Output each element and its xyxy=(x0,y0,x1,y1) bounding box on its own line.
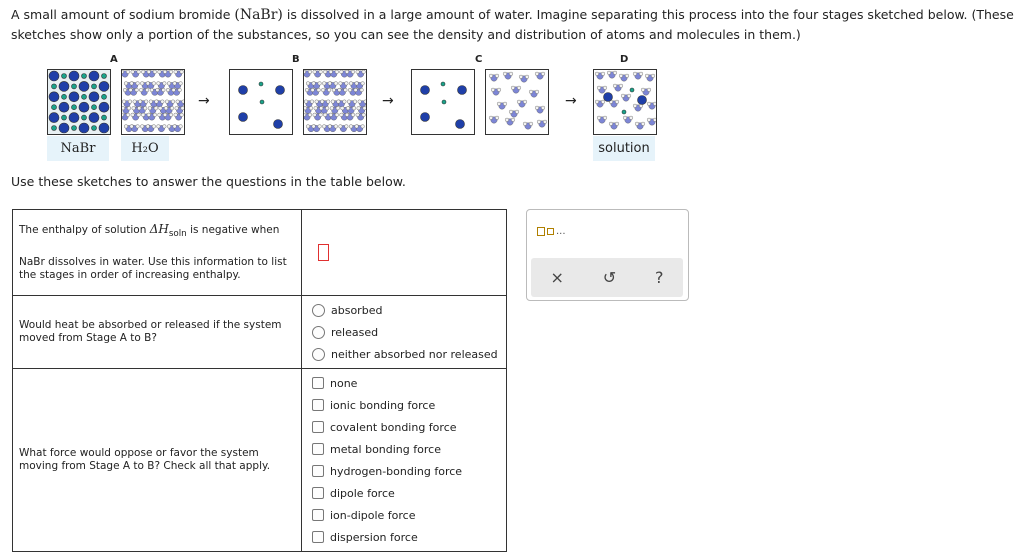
water-molecule xyxy=(633,72,643,79)
sodium-ion xyxy=(622,110,626,114)
q2-option[interactable] xyxy=(312,343,506,365)
water-molecule xyxy=(174,113,184,120)
sodium-ion xyxy=(92,105,97,110)
water-molecule xyxy=(358,100,366,107)
bromide-ion xyxy=(99,102,109,112)
water-molecule xyxy=(647,118,656,125)
separated-water-sketch-c xyxy=(485,69,549,135)
sodium-ion xyxy=(102,74,107,79)
water-sketch-b xyxy=(303,69,367,135)
intro-text-continued: is dissolved in a large amount of water. Imagine separating this process into the four stages sketched below. (These sketches show only a portion of the substances, so you can see the density and distribution of atoms and molecules in them.) xyxy=(11,7,1014,42)
water-molecule xyxy=(491,88,501,95)
undo-button[interactable]: ↺ xyxy=(602,268,617,287)
nabr-label: NaBr xyxy=(47,136,109,161)
bromide-ion xyxy=(49,92,59,102)
checkbox[interactable] xyxy=(312,465,324,477)
water-molecule xyxy=(139,88,149,95)
water-molecule xyxy=(609,100,619,107)
problem-intro xyxy=(11,5,1021,45)
bromide-ion xyxy=(89,71,99,81)
bromide-ion xyxy=(638,96,647,105)
q2-option[interactable] xyxy=(312,321,506,343)
water-molecule xyxy=(304,113,312,120)
water-molecule xyxy=(519,75,529,82)
help-button[interactable]: ? xyxy=(655,268,664,287)
bromide-ion xyxy=(49,71,59,81)
radio-button[interactable] xyxy=(312,326,325,339)
sodium-ion xyxy=(102,94,107,99)
water-molecule xyxy=(619,74,629,81)
checkbox[interactable] xyxy=(312,509,324,521)
bromide-ion xyxy=(604,93,613,102)
water-molecule xyxy=(313,70,323,77)
q3-option[interactable] xyxy=(312,438,506,460)
q3-option-label: ionic bonding force xyxy=(330,398,436,412)
water-molecule xyxy=(165,100,175,107)
q3-option[interactable] xyxy=(312,394,506,416)
stage-c-label: C xyxy=(475,54,483,65)
question-3: What force would oppose or favor the system moving from Stage A to B? Check all that apply. xyxy=(13,369,302,552)
q3-option-label: hydrogen-bonding force xyxy=(330,464,463,478)
water-molecule xyxy=(339,82,349,89)
bromide-ion xyxy=(79,102,89,112)
instructions: Use these sketches to answer the questions in the table below. xyxy=(11,174,406,189)
sodium-ion xyxy=(102,115,107,120)
water-molecule xyxy=(529,90,539,97)
q3-option[interactable] xyxy=(312,416,506,438)
q3-option-label: metal bonding force xyxy=(330,442,441,456)
stage-b-label: B xyxy=(292,54,300,65)
q2-option-label: absorbed xyxy=(331,303,383,317)
water-molecule xyxy=(157,82,167,89)
water-molecule xyxy=(339,125,349,132)
arrow-b-c: → xyxy=(382,93,394,109)
q3-option[interactable] xyxy=(312,372,506,394)
bromide-ion xyxy=(69,71,79,81)
sodium-ion xyxy=(260,100,264,104)
water-molecule xyxy=(157,125,167,132)
q2-option-label: released xyxy=(331,325,379,339)
water-molecule xyxy=(509,110,519,117)
sodium-ion xyxy=(82,74,87,79)
answer-2-cell xyxy=(302,296,507,369)
q3-option-label: none xyxy=(330,376,358,390)
sodium-ion xyxy=(72,105,77,110)
water-molecule xyxy=(621,94,631,101)
sodium-ion xyxy=(52,126,57,131)
water-molecule xyxy=(505,118,515,125)
arrow-c-d: → xyxy=(565,93,577,109)
water-molecule xyxy=(347,100,357,107)
subscript-template-button[interactable]: ... xyxy=(537,226,566,237)
water-molecule xyxy=(148,106,158,113)
sodium-ion xyxy=(72,84,77,89)
water-molecule xyxy=(607,71,617,78)
checkbox[interactable] xyxy=(312,487,324,499)
water-molecule xyxy=(304,106,313,113)
water-molecule xyxy=(613,84,623,91)
water-molecule xyxy=(176,100,184,107)
separated-ions-sketch-b xyxy=(229,69,293,135)
question-2: Would heat be absorbed or released if the system moved from Stage A to B? xyxy=(13,296,302,369)
water-molecule xyxy=(122,70,130,77)
water-molecule xyxy=(609,122,619,129)
water-molecule xyxy=(357,106,366,113)
stage-a-label: A xyxy=(110,54,118,65)
bromide-ion xyxy=(458,86,467,95)
separated-ions-sketch-c xyxy=(411,69,475,135)
radio-button[interactable] xyxy=(312,304,325,317)
water-molecule xyxy=(330,106,340,113)
delta-h-symbol: ΔH xyxy=(149,222,169,237)
sodium-ion xyxy=(62,94,67,99)
q3-option-label: ion-dipole force xyxy=(330,508,416,522)
water-molecule xyxy=(517,100,527,107)
water-molecule xyxy=(356,113,366,120)
sodium-ion xyxy=(72,126,77,131)
h2o-label: H₂O xyxy=(121,136,169,161)
checkbox[interactable] xyxy=(312,377,324,389)
sodium-ion xyxy=(62,115,67,120)
checkbox[interactable] xyxy=(312,399,324,411)
order-answer-input[interactable] xyxy=(318,244,329,261)
water-molecule xyxy=(304,100,314,107)
bromide-ion xyxy=(69,92,79,102)
water-molecule xyxy=(595,100,605,107)
q3-option[interactable] xyxy=(312,460,506,482)
water-molecule xyxy=(497,102,507,109)
sodium-ion xyxy=(259,82,263,86)
sodium-ion xyxy=(92,126,97,131)
bromide-ion xyxy=(59,123,69,133)
water-molecule xyxy=(174,70,184,77)
water-molecule xyxy=(489,74,499,81)
bromide-ion xyxy=(89,92,99,102)
bromide-ion xyxy=(79,81,89,91)
bromide-ion xyxy=(59,102,69,112)
sodium-ion xyxy=(82,94,87,99)
question-1: The enthalpy of solution $\Delta H_{soln}$ is negative when NaBr dissolves in water. Use this information to list the stages in order of increasing enthalpy. xyxy=(13,210,302,296)
sodium-ion xyxy=(442,100,446,104)
water-molecule xyxy=(535,72,545,79)
sodium-ion xyxy=(52,84,57,89)
solution-sketch xyxy=(593,69,657,135)
nabr-formula: (NaBr) xyxy=(234,7,283,23)
water-molecule xyxy=(597,86,607,93)
bromide-ion xyxy=(99,81,109,91)
bromide-ion xyxy=(274,120,283,129)
sodium-ion xyxy=(441,82,445,86)
water-molecule xyxy=(595,72,605,79)
nabr-crystal-sketch xyxy=(47,69,111,135)
bromide-ion xyxy=(99,123,109,133)
water-molecule xyxy=(535,106,545,113)
question-table xyxy=(12,209,507,552)
bromide-ion xyxy=(421,113,430,122)
water-molecule xyxy=(523,122,533,129)
water-molecule xyxy=(122,106,131,113)
water-molecule xyxy=(489,116,499,123)
bromide-ion xyxy=(89,113,99,123)
water-molecule xyxy=(633,104,643,111)
sodium-ion xyxy=(62,74,67,79)
arrow-a-b: → xyxy=(198,93,210,109)
bromide-ion xyxy=(49,113,59,123)
q3-option[interactable] xyxy=(312,526,506,548)
water-molecule xyxy=(623,116,633,123)
solution-label: solution xyxy=(593,136,655,161)
water-molecule xyxy=(635,122,645,129)
bromide-ion xyxy=(276,86,285,95)
water-molecule xyxy=(122,100,132,107)
bromide-ion xyxy=(456,120,465,129)
water-molecule xyxy=(313,113,323,120)
q3-option[interactable] xyxy=(312,504,506,526)
intro-text: A small amount of sodium bromide xyxy=(11,7,235,22)
q3-option-label: dipole force xyxy=(330,486,395,500)
q3-option[interactable] xyxy=(312,482,506,504)
stage-d-label: D xyxy=(620,54,629,65)
action-bar xyxy=(531,258,683,297)
bromide-ion xyxy=(239,86,248,95)
water-molecule xyxy=(645,74,655,81)
sodium-ion xyxy=(92,84,97,89)
water-molecule xyxy=(647,102,656,109)
q3-option-label: dispersion force xyxy=(330,530,418,544)
checkbox[interactable] xyxy=(312,531,324,543)
bromide-ion xyxy=(59,81,69,91)
bromide-ion xyxy=(239,113,248,122)
water-molecule xyxy=(537,120,547,127)
radio-button[interactable] xyxy=(312,348,325,361)
water-sketch-a xyxy=(121,69,185,135)
checkbox[interactable] xyxy=(312,421,324,433)
water-molecule xyxy=(304,70,312,77)
water-molecule xyxy=(511,86,521,93)
sodium-ion xyxy=(82,115,87,120)
answer-3-cell xyxy=(302,369,507,552)
q2-option[interactable] xyxy=(312,299,506,321)
water-molecule xyxy=(503,72,513,79)
q3-option-label: covalent bonding force xyxy=(330,420,457,434)
water-molecule xyxy=(122,113,130,120)
checkbox[interactable] xyxy=(312,443,324,455)
water-molecule xyxy=(175,106,184,113)
water-molecule xyxy=(597,116,607,123)
sodium-ion xyxy=(630,88,634,92)
water-molecule xyxy=(641,88,651,95)
answer-1-cell xyxy=(302,210,507,296)
q2-option-label: neither absorbed nor released xyxy=(331,347,498,361)
water-molecule xyxy=(356,70,366,77)
bromide-ion xyxy=(79,123,89,133)
bromide-ion xyxy=(421,86,430,95)
water-molecule xyxy=(131,70,141,77)
water-molecule xyxy=(321,88,331,95)
sodium-ion xyxy=(52,105,57,110)
bromide-ion xyxy=(69,113,79,123)
water-molecule xyxy=(131,113,141,120)
answer-tools-panel xyxy=(526,209,689,301)
clear-button[interactable]: × xyxy=(550,268,564,287)
